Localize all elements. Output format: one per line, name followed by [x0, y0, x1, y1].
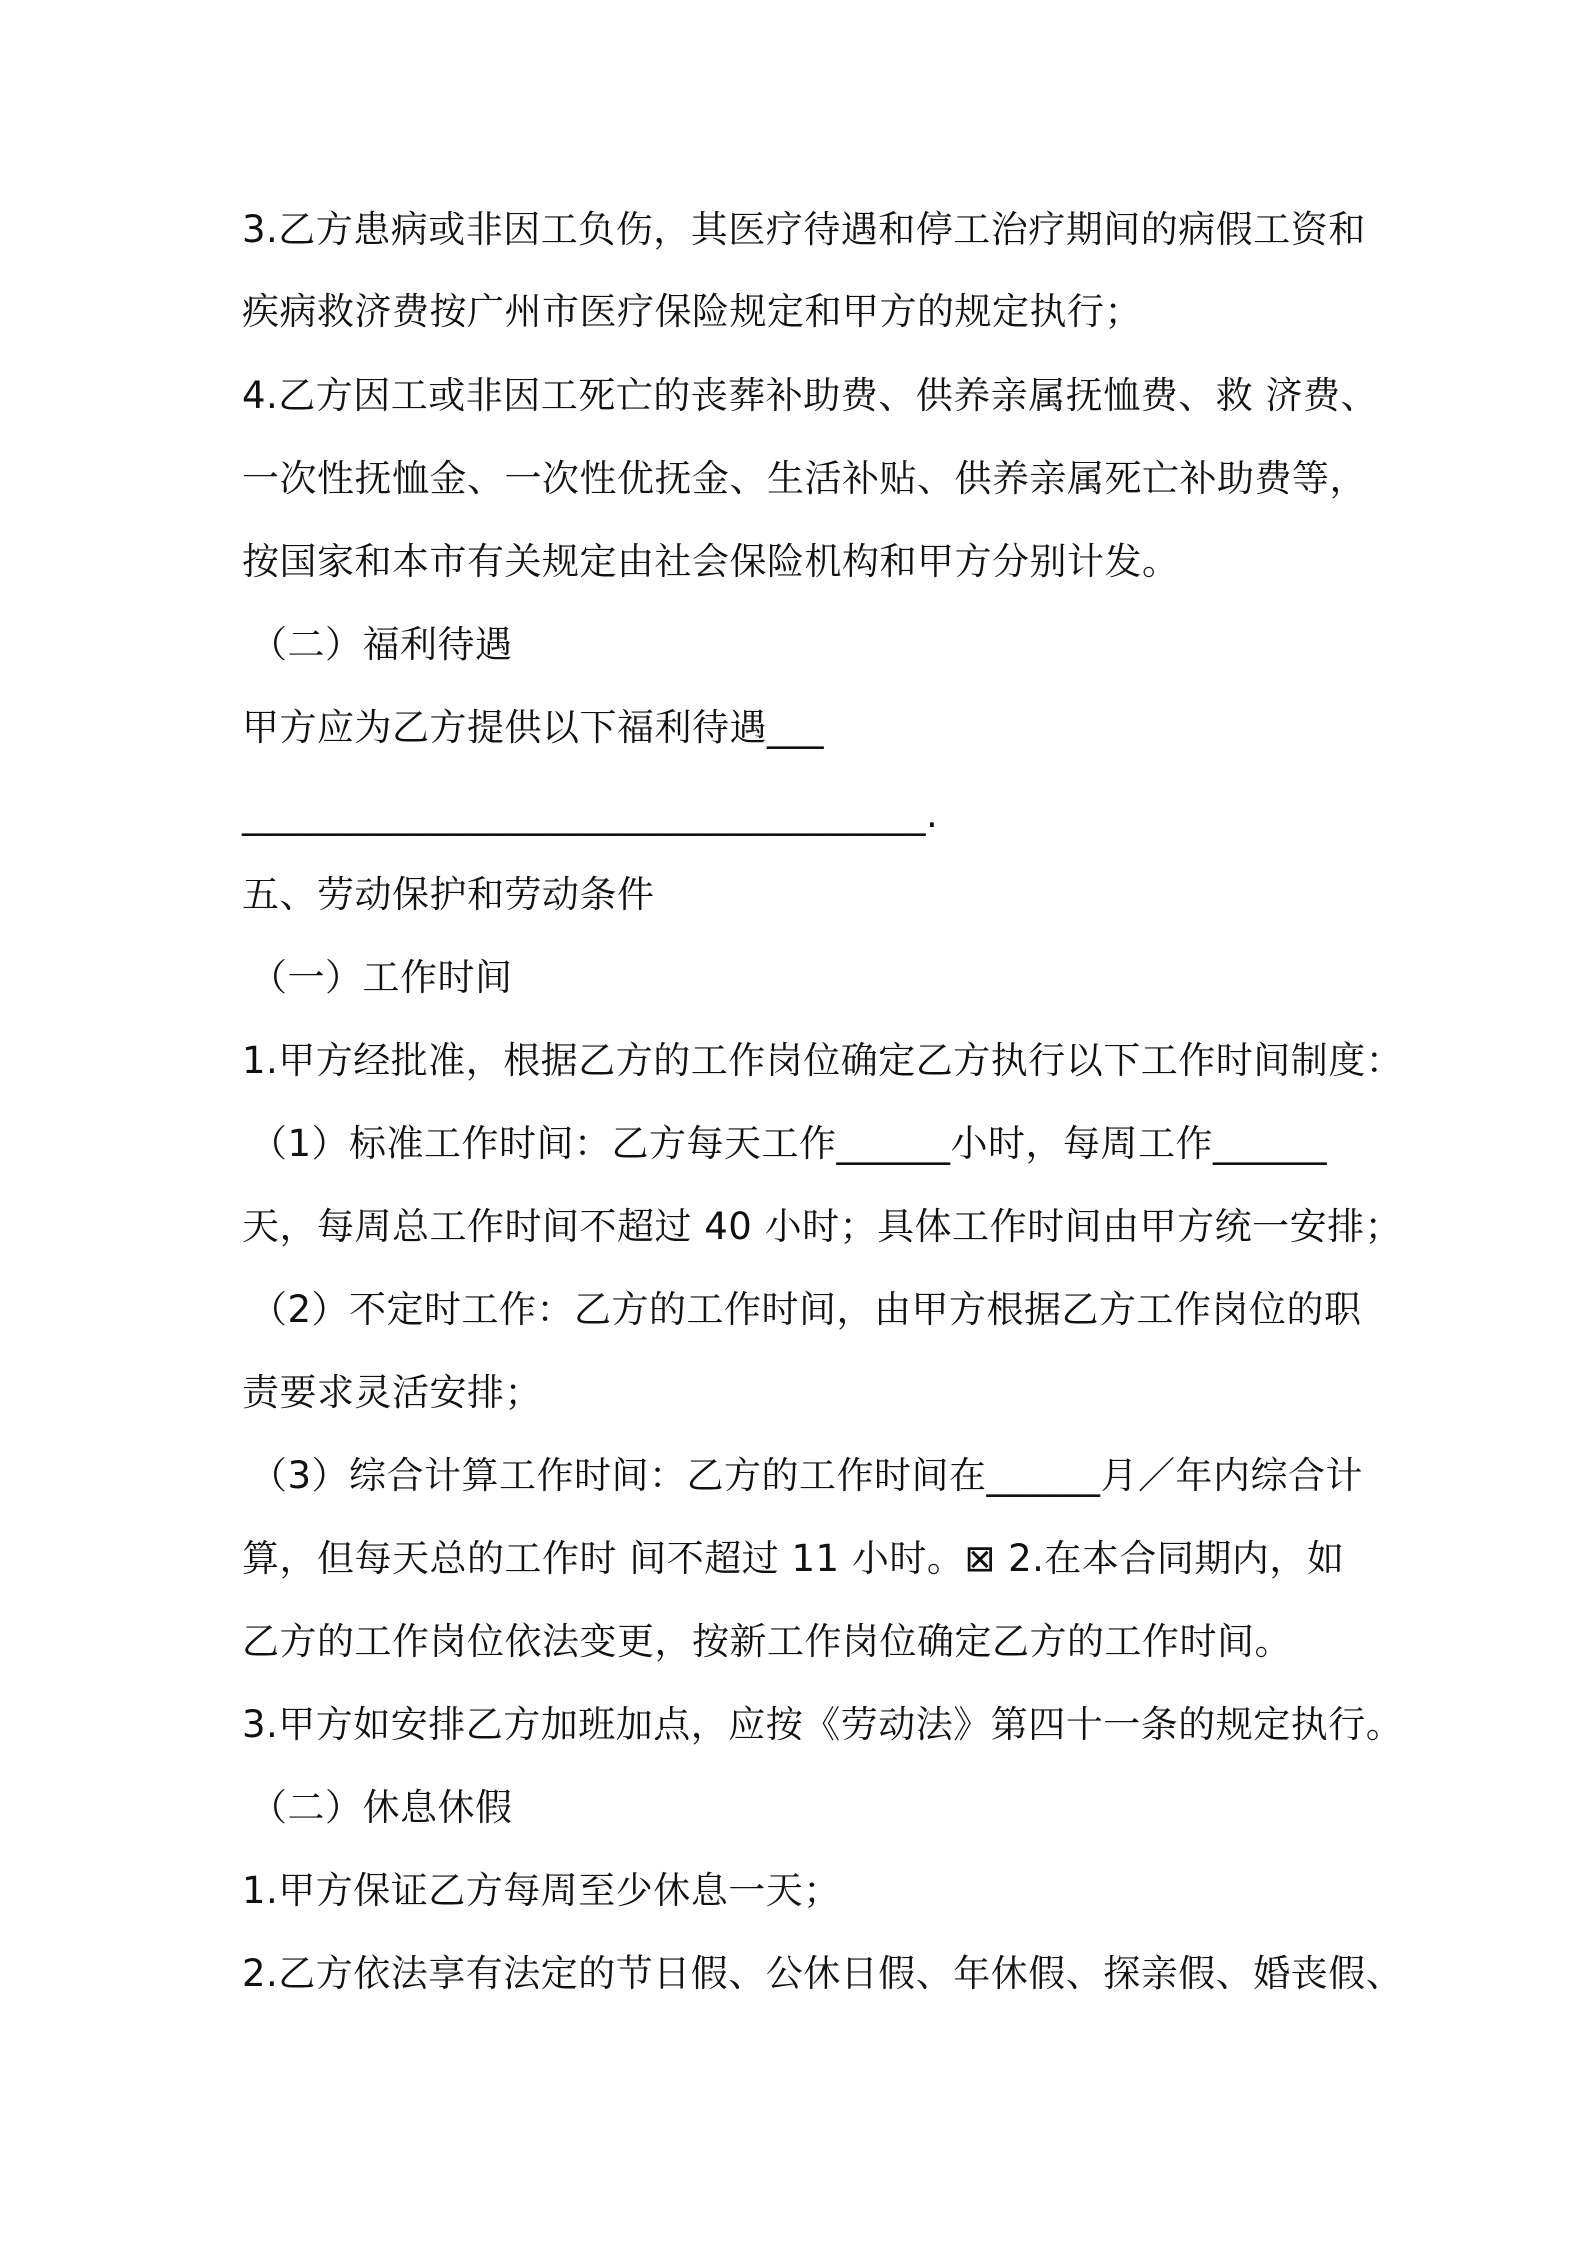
paragraph-line: 按国家和本市有关规定由社会保险机构和甲方分别计发。 [242, 540, 1180, 583]
paragraph-line: 责要求灵活安排； [242, 1371, 542, 1414]
paragraph-line: 2.乙方依法享有法定的节日假、公休日假、年休假、探亲假、婚丧假、 [242, 1952, 1404, 1995]
section-heading: （二）休息休假 [250, 1786, 513, 1829]
paragraph-line: 疾病救济费按广州市医疗保险规定和甲方的规定执行； [242, 290, 1142, 333]
section-heading: （一）工作时间 [250, 956, 513, 999]
paragraph-line: 1.甲方经批准，根据乙方的工作岗位确定乙方执行以下工作时间制度： [242, 1039, 1404, 1082]
blank-fill-line: ____________________________________. [242, 793, 939, 836]
paragraph-line: 1.甲方保证乙方每周至少休息一天； [242, 1869, 841, 1912]
paragraph-line: （1）标准工作时间：乙方每天工作______小时，每周工作______ [250, 1122, 1328, 1165]
paragraph-line: 4.乙方因工或非因工死亡的丧葬补助费、供养亲属抚恤费、救 济费、 [242, 374, 1379, 417]
paragraph-line: （3）综合计算工作时间：乙方的工作时间在______月／年内综合计 [250, 1454, 1364, 1497]
paragraph-line: 算，但每天总的工作时 间不超过 11 小时。⊠ 2.在本合同期内，如 [242, 1537, 1345, 1580]
paragraph-line: 一次性抚恤金、一次性优抚金、生活补贴、供养亲属死亡补助费等， [242, 457, 1367, 500]
paragraph-line: 天，每周总工作时间不超过 40 小时；具体工作时间由甲方统一安排； [242, 1205, 1403, 1248]
paragraph-line: 甲方应为乙方提供以下福利待遇___ [242, 706, 824, 749]
section-heading: 五、劳动保护和劳动条件 [242, 873, 655, 916]
section-heading: （二）福利待遇 [250, 623, 513, 666]
paragraph-line: 乙方的工作岗位依法变更，按新工作岗位确定乙方的工作时间。 [242, 1620, 1292, 1663]
paragraph-line: 3.乙方患病或非因工负伤，其医疗待遇和停工治疗期间的病假工资和 [242, 208, 1366, 251]
paragraph-line: 3.甲方如安排乙方加班加点，应按《劳动法》第四十一条的规定执行。 [242, 1703, 1404, 1746]
paragraph-line: （2）不定时工作：乙方的工作时间，由甲方根据乙方工作岗位的职 [250, 1288, 1362, 1331]
